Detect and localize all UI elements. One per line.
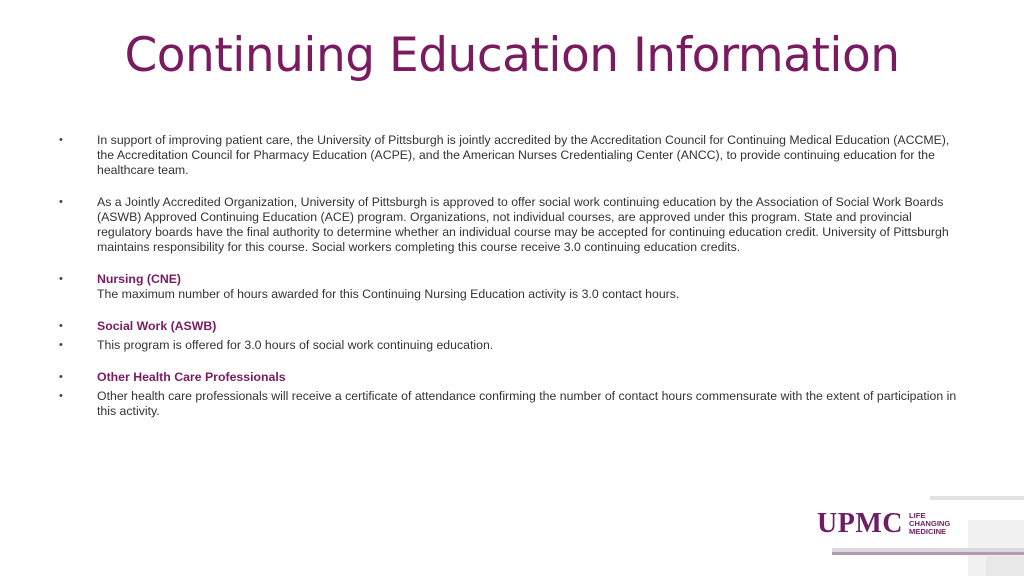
list-item-other-heading (55, 370, 967, 385)
item-text: In support of improving patient care, the University of Pittsburgh is jointly accredited by the Accreditation Council for Continuing Medical Education (ACCME), the Accreditation Council for Pharmacy Education (ACPE), and the American Nurses Credentialing Center (ANCC), to provide continuing education for the healthcare team. (97, 133, 950, 177)
item-text: This program is offered for 3.0 hours of social work continuing education. (97, 338, 494, 352)
bullet-icon: • (59, 196, 63, 208)
logo-tagline (909, 512, 950, 536)
list-item-social-work-approval (55, 195, 967, 255)
item-text: Other health care professionals will receive a certificate of attendance confirming the number of contact hours commensurate with the extent of participation in this activity. (97, 389, 957, 418)
item-heading: Other Health Care Professionals (97, 370, 286, 384)
decorative-stripe (986, 556, 1024, 576)
decorative-stripe (930, 496, 1024, 500)
bullet-icon: • (59, 134, 63, 146)
upmc-logo (817, 509, 950, 539)
bullet-icon: • (59, 390, 63, 402)
bullet-icon: • (59, 339, 63, 351)
decorative-stripe (832, 552, 1024, 555)
bullet-icon: • (59, 371, 63, 383)
tagline-line: MEDICINE (908, 527, 947, 536)
bullet-icon: • (59, 273, 63, 285)
tagline-line: LIFE (908, 511, 926, 520)
item-text: As a Jointly Accredited Organization, University of Pittsburgh is approved to offer social work continuing education by the Association of Social Work Boards (ASWB) Approved Continuing Education (ACE) program. Organizations, not individual courses, are approved under this program. State and provincial regulatory boards have the final authority to determine whether an individual course may be accepted for continuing education credit. University of Pittsburgh maintains responsibility for this course. Social workers completing this course receive 3.0 continuing education credits. (97, 195, 949, 254)
item-text: The maximum number of hours awarded for this Continuing Nursing Education activity is 3.0 contact hours. (97, 287, 680, 301)
list-item-nursing (55, 272, 967, 302)
page-title: Continuing Education Information (124, 28, 900, 83)
list-item-social-work-heading (55, 319, 967, 334)
logo-wordmark: UPMC (817, 508, 903, 539)
bullet-icon: • (59, 320, 63, 332)
item-heading: Nursing (CNE) (97, 272, 182, 286)
item-heading: Social Work (ASWB) (97, 319, 217, 333)
list-item-other-text (55, 389, 967, 419)
bullet-list (55, 133, 967, 419)
list-item-social-work-text (55, 338, 967, 353)
tagline-line: CHANGING (908, 519, 951, 528)
list-item-accreditation (55, 133, 967, 178)
